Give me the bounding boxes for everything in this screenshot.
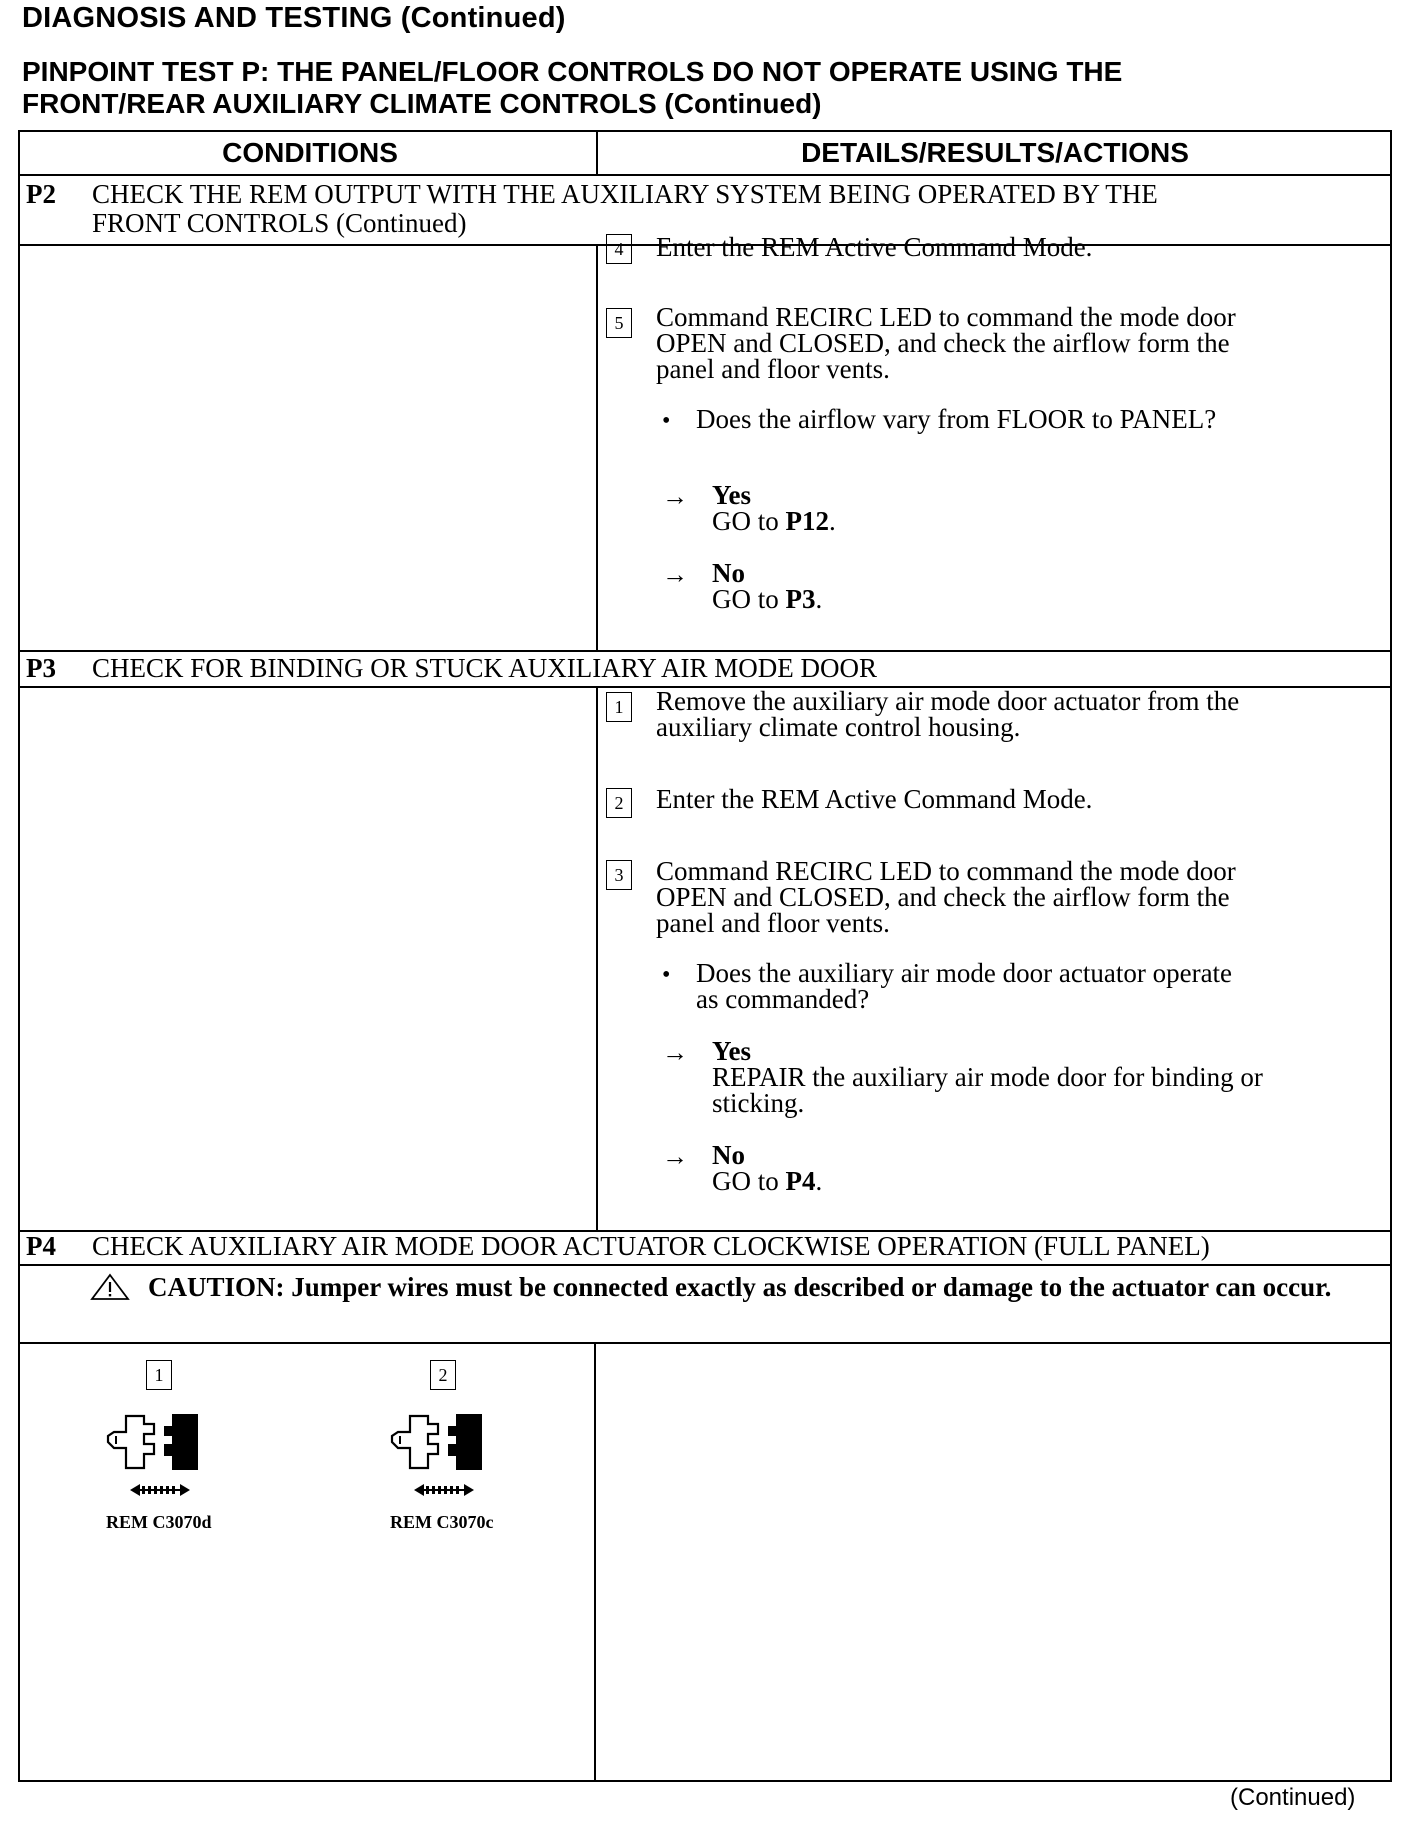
- step-id: P3: [26, 653, 56, 683]
- column-divider: [596, 132, 598, 174]
- arrow-right-icon: →: [662, 1038, 688, 1067]
- step-text: Enter the REM Active Command Mode.: [656, 232, 1093, 262]
- step-title-line1: CHECK THE REM OUTPUT WITH THE AUXILIARY SYSTEM BEING OPERATED BY THE: [92, 179, 1158, 209]
- question-text: Does the airflow vary from FLOOR to PANEL?: [696, 404, 1217, 434]
- answer-no: [712, 1142, 822, 1194]
- step-text: Command RECIRC LED to command the mode door OPEN and CLOSED, and check the airflow form the panel and floor vents.: [656, 302, 1236, 384]
- column-divider: [594, 1342, 596, 1782]
- test-title-line1: PINPOINT TEST P: THE PANEL/FLOOR CONTROLS DO NOT OPERATE USING THE: [22, 56, 1123, 87]
- step-number-box: 4: [606, 234, 632, 264]
- header-conditions: CONDITIONS: [222, 137, 398, 168]
- rule: [20, 1342, 1390, 1344]
- answer-yes: [712, 1038, 1272, 1116]
- answer-target: P12: [785, 506, 829, 536]
- bullet: •: [662, 962, 671, 988]
- pinpoint-test-table: [18, 130, 1392, 1782]
- answer-label: Yes: [712, 480, 751, 510]
- answer-action: GO to: [712, 506, 786, 536]
- answer-target: P4: [785, 1166, 816, 1196]
- pinpoint-test-title: [22, 56, 1382, 120]
- step-number-box: 1: [606, 692, 632, 722]
- column-divider: [596, 244, 598, 650]
- continued-footer: (Continued): [1230, 1784, 1356, 1811]
- step-number-box: 2: [430, 1360, 456, 1390]
- step-text: Enter the REM Active Command Mode.: [656, 784, 1093, 814]
- bullet: •: [662, 408, 671, 434]
- step-number-box: 2: [606, 788, 632, 818]
- step-number-box: 5: [606, 308, 632, 338]
- rule: [20, 1264, 1390, 1266]
- test-title-line2: FRONT/REAR AUXILIARY CLIMATE CONTROLS (Continued): [22, 88, 822, 119]
- connector-diagram-2: [384, 1396, 514, 1506]
- step-title: CHECK FOR BINDING OR STUCK AUXILIARY AIR MODE DOOR: [92, 653, 878, 683]
- step-text: Command RECIRC LED to command the mode door OPEN and CLOSED, and check the airflow form the panel and floor vents.: [656, 856, 1236, 938]
- arrow-right-icon: →: [662, 482, 688, 511]
- step-number-box: 1: [146, 1360, 172, 1390]
- column-divider: [596, 686, 598, 1230]
- answer-action: REPAIR the auxiliary air mode door for binding or sticking.: [712, 1062, 1263, 1118]
- answer-label: No: [712, 558, 745, 588]
- answer-action: GO to: [712, 1166, 786, 1196]
- arrow-right-icon: →: [662, 1142, 688, 1171]
- answer-yes: [712, 482, 836, 534]
- answer-suffix: .: [829, 506, 836, 536]
- step-title: [92, 180, 1382, 238]
- question-text: Does the auxiliary air mode door actuator operate as commanded?: [696, 958, 1233, 1014]
- connector-label: REM C3070c: [390, 1512, 494, 1532]
- answer-suffix: .: [815, 584, 823, 614]
- caution-text: CAUTION: Jumper wires must be connected exactly as described or damage to the actuator can occur.: [148, 1272, 1332, 1302]
- step-id: P2: [26, 179, 56, 209]
- step-number-box: 3: [606, 860, 632, 890]
- answer-target: P3: [785, 584, 816, 614]
- header-details: DETAILS/RESULTS/ACTIONS: [801, 137, 1189, 168]
- connector-label: REM C3070d: [106, 1512, 212, 1532]
- arrow-right-icon: →: [662, 560, 688, 589]
- answer-no: [712, 560, 822, 612]
- step-title-line2: FRONT CONTROLS (Continued): [92, 208, 467, 238]
- answer-label: No: [712, 1140, 745, 1170]
- answer-suffix: .: [815, 1166, 823, 1196]
- connector-diagram-1: [100, 1396, 230, 1506]
- answer-action: GO to: [712, 584, 786, 614]
- step-id: P4: [26, 1231, 56, 1261]
- step-text: Remove the auxiliary air mode door actuator from the auxiliary climate control housing.: [656, 686, 1240, 742]
- section-title: DIAGNOSIS AND TESTING (Continued): [22, 2, 566, 34]
- step-title: CHECK AUXILIARY AIR MODE DOOR ACTUATOR CLOCKWISE OPERATION (FULL PANEL): [92, 1231, 1210, 1261]
- rule: [20, 174, 1390, 176]
- answer-label: Yes: [712, 1036, 751, 1066]
- rule: [20, 650, 1390, 652]
